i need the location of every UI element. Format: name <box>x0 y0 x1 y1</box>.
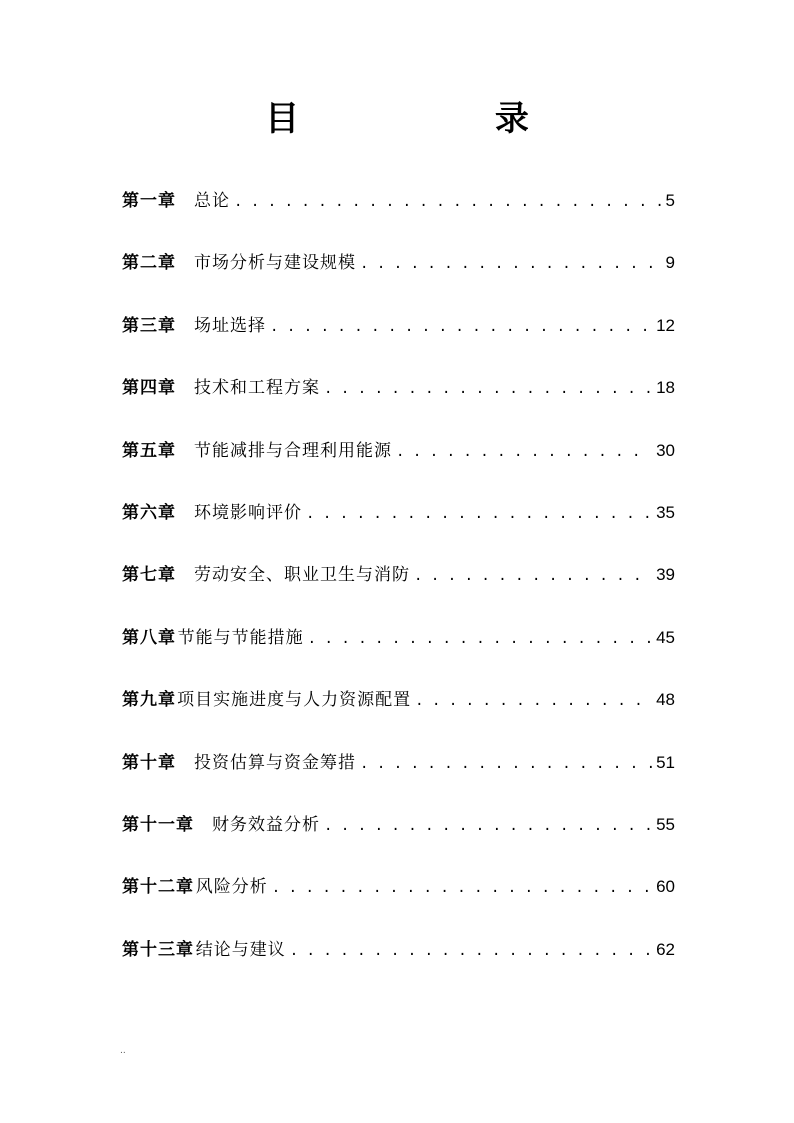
toc-dot-leader <box>290 940 652 962</box>
toc-page-number: 35 <box>656 502 675 522</box>
toc-chapter-number: 第八章 <box>122 627 176 648</box>
toc-chapter-title: 财务效益分析 <box>212 814 320 835</box>
toc-dot-leader <box>308 628 652 650</box>
toc-page-number: 48 <box>656 690 675 710</box>
toc-page-number: 51 <box>656 752 675 772</box>
toc-chapter-title: 结论与建议 <box>195 939 286 960</box>
toc-entry[interactable] <box>122 939 675 1001</box>
toc-gap <box>176 190 194 212</box>
toc-gap <box>176 752 194 774</box>
toc-entry[interactable] <box>122 564 675 626</box>
toc-gap <box>176 377 194 399</box>
toc-entry[interactable] <box>122 252 675 314</box>
toc-chapter-number: 第四章 <box>122 378 176 399</box>
toc-page-number: 30 <box>656 440 675 460</box>
toc-dot-leader <box>396 441 652 463</box>
toc-dot-leader <box>324 378 652 400</box>
toc-dot-leader <box>306 503 652 525</box>
toc-chapter-title: 市场分析与建设规模 <box>194 253 356 274</box>
toc-entry[interactable] <box>122 315 675 377</box>
toc-entry[interactable] <box>122 752 675 814</box>
toc-entry[interactable] <box>122 814 675 876</box>
toc-chapter-number: 第十章 <box>122 752 176 773</box>
toc-chapter-title: 节能与节能措施 <box>177 627 304 648</box>
footer-mark: .. <box>120 1046 126 1056</box>
table-of-contents <box>122 190 675 1001</box>
toc-entry[interactable] <box>122 876 675 938</box>
toc-gap <box>194 814 212 836</box>
toc-chapter-number: 第五章 <box>122 440 176 461</box>
toc-chapter-title: 风险分析 <box>195 877 268 898</box>
toc-chapter-title: 节能减排与合理利用能源 <box>194 440 392 461</box>
toc-gap <box>176 252 194 274</box>
toc-chapter-number: 第十一章 <box>122 814 194 835</box>
toc-dot-leader <box>270 316 652 338</box>
toc-entry[interactable] <box>122 440 675 502</box>
toc-gap <box>176 440 194 462</box>
toc-chapter-title: 总论 <box>194 191 230 211</box>
toc-gap <box>176 502 194 524</box>
toc-page-number: 12 <box>656 315 675 335</box>
toc-entry[interactable] <box>122 377 675 439</box>
toc-dot-leader <box>272 877 652 899</box>
toc-chapter-title: 投资估算与资金筹措 <box>194 752 356 773</box>
toc-chapter-number: 第二章 <box>122 253 176 274</box>
toc-dot-leader <box>360 253 662 275</box>
toc-dot-leader <box>360 753 652 775</box>
toc-chapter-number: 第七章 <box>122 565 176 586</box>
toc-page-number: 60 <box>656 877 675 897</box>
toc-chapter-number: 第六章 <box>122 502 176 523</box>
toc-page-number: 39 <box>656 565 675 585</box>
toc-chapter-number: 第十二章 <box>122 877 194 898</box>
toc-chapter-title: 场址选择 <box>194 315 266 336</box>
toc-gap <box>176 315 194 337</box>
toc-entry[interactable] <box>122 627 675 689</box>
toc-entry[interactable] <box>122 190 675 252</box>
toc-dot-leader <box>415 690 652 712</box>
toc-dot-leader <box>234 191 662 213</box>
toc-page-number: 55 <box>656 814 675 834</box>
toc-entry[interactable] <box>122 502 675 564</box>
toc-gap <box>176 564 194 586</box>
toc-page-number: 18 <box>656 378 675 398</box>
toc-entry[interactable] <box>122 689 675 751</box>
toc-dot-leader <box>324 815 652 837</box>
toc-page-number: 5 <box>665 191 675 210</box>
toc-chapter-title: 环境影响评价 <box>194 502 302 523</box>
toc-chapter-number: 第三章 <box>122 315 176 336</box>
toc-page-number: 62 <box>656 939 675 959</box>
toc-dot-leader <box>414 565 652 587</box>
toc-page-number: 9 <box>665 253 675 273</box>
toc-chapter-title: 技术和工程方案 <box>194 378 320 399</box>
toc-chapter-title: 劳动安全、职业卫生与消防 <box>194 565 410 586</box>
toc-chapter-title: 项目实施进度与人力资源配置 <box>177 690 412 711</box>
toc-chapter-number: 第一章 <box>122 191 176 211</box>
toc-chapter-number: 第十三章 <box>122 939 194 960</box>
toc-chapter-number: 第九章 <box>122 690 176 711</box>
page-title: 目 录 <box>265 99 621 139</box>
toc-page-number: 45 <box>656 627 675 647</box>
